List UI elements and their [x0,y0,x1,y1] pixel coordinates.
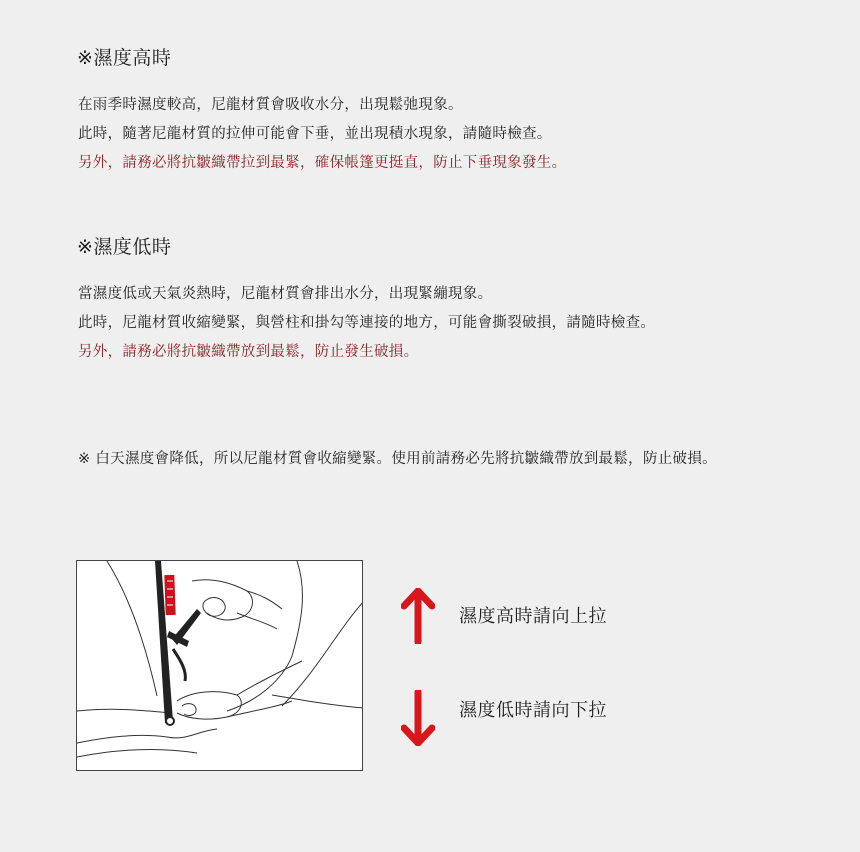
tent-strap-illustration [76,560,363,771]
high-humidity-heading: ※濕度高時 [77,47,172,69]
high-humidity-text [78,91,566,178]
low-humidity-line-3: 另外，請務必將抗皺織帶放到最鬆，防止發生破損。 [78,344,419,360]
low-humidity-line-2: 此時，尼龍材質收縮變緊，與營柱和掛勾等連接的地方，可能會撕裂破損，請隨時檢查。 [78,315,656,331]
low-humidity-heading: ※濕度低時 [77,236,172,258]
low-humidity-line-1: 當濕度低或天氣炎熱時，尼龍材質會排出水分，出現緊繃現象。 [78,286,493,302]
tent-strap-drawing [77,561,363,771]
arrow-up-icon [401,588,435,648]
pull-up-label: 濕度高時請向上拉 [459,606,607,627]
high-humidity-line-2: 此時，隨著尼龍材質的拉伸可能會下垂，並出現積水現象，請隨時檢查。 [78,126,552,142]
high-humidity-line-3: 另外，請務必將抗皺織帶拉到最緊，確保帳篷更挺直，防止下垂現象發生。 [78,155,567,171]
daytime-note: ※ 白天濕度會降低，所以尼龍材質會收縮變緊。使用前請務必先將抗皺織帶放到最鬆，防止破損。 [78,451,717,467]
pull-down-label: 濕度低時請向下拉 [459,700,607,721]
low-humidity-text [78,280,655,367]
high-humidity-line-1: 在雨季時濕度較高，尼龍材質會吸收水分，出現鬆弛現象。 [78,97,463,113]
arrow-down-icon [401,690,435,750]
